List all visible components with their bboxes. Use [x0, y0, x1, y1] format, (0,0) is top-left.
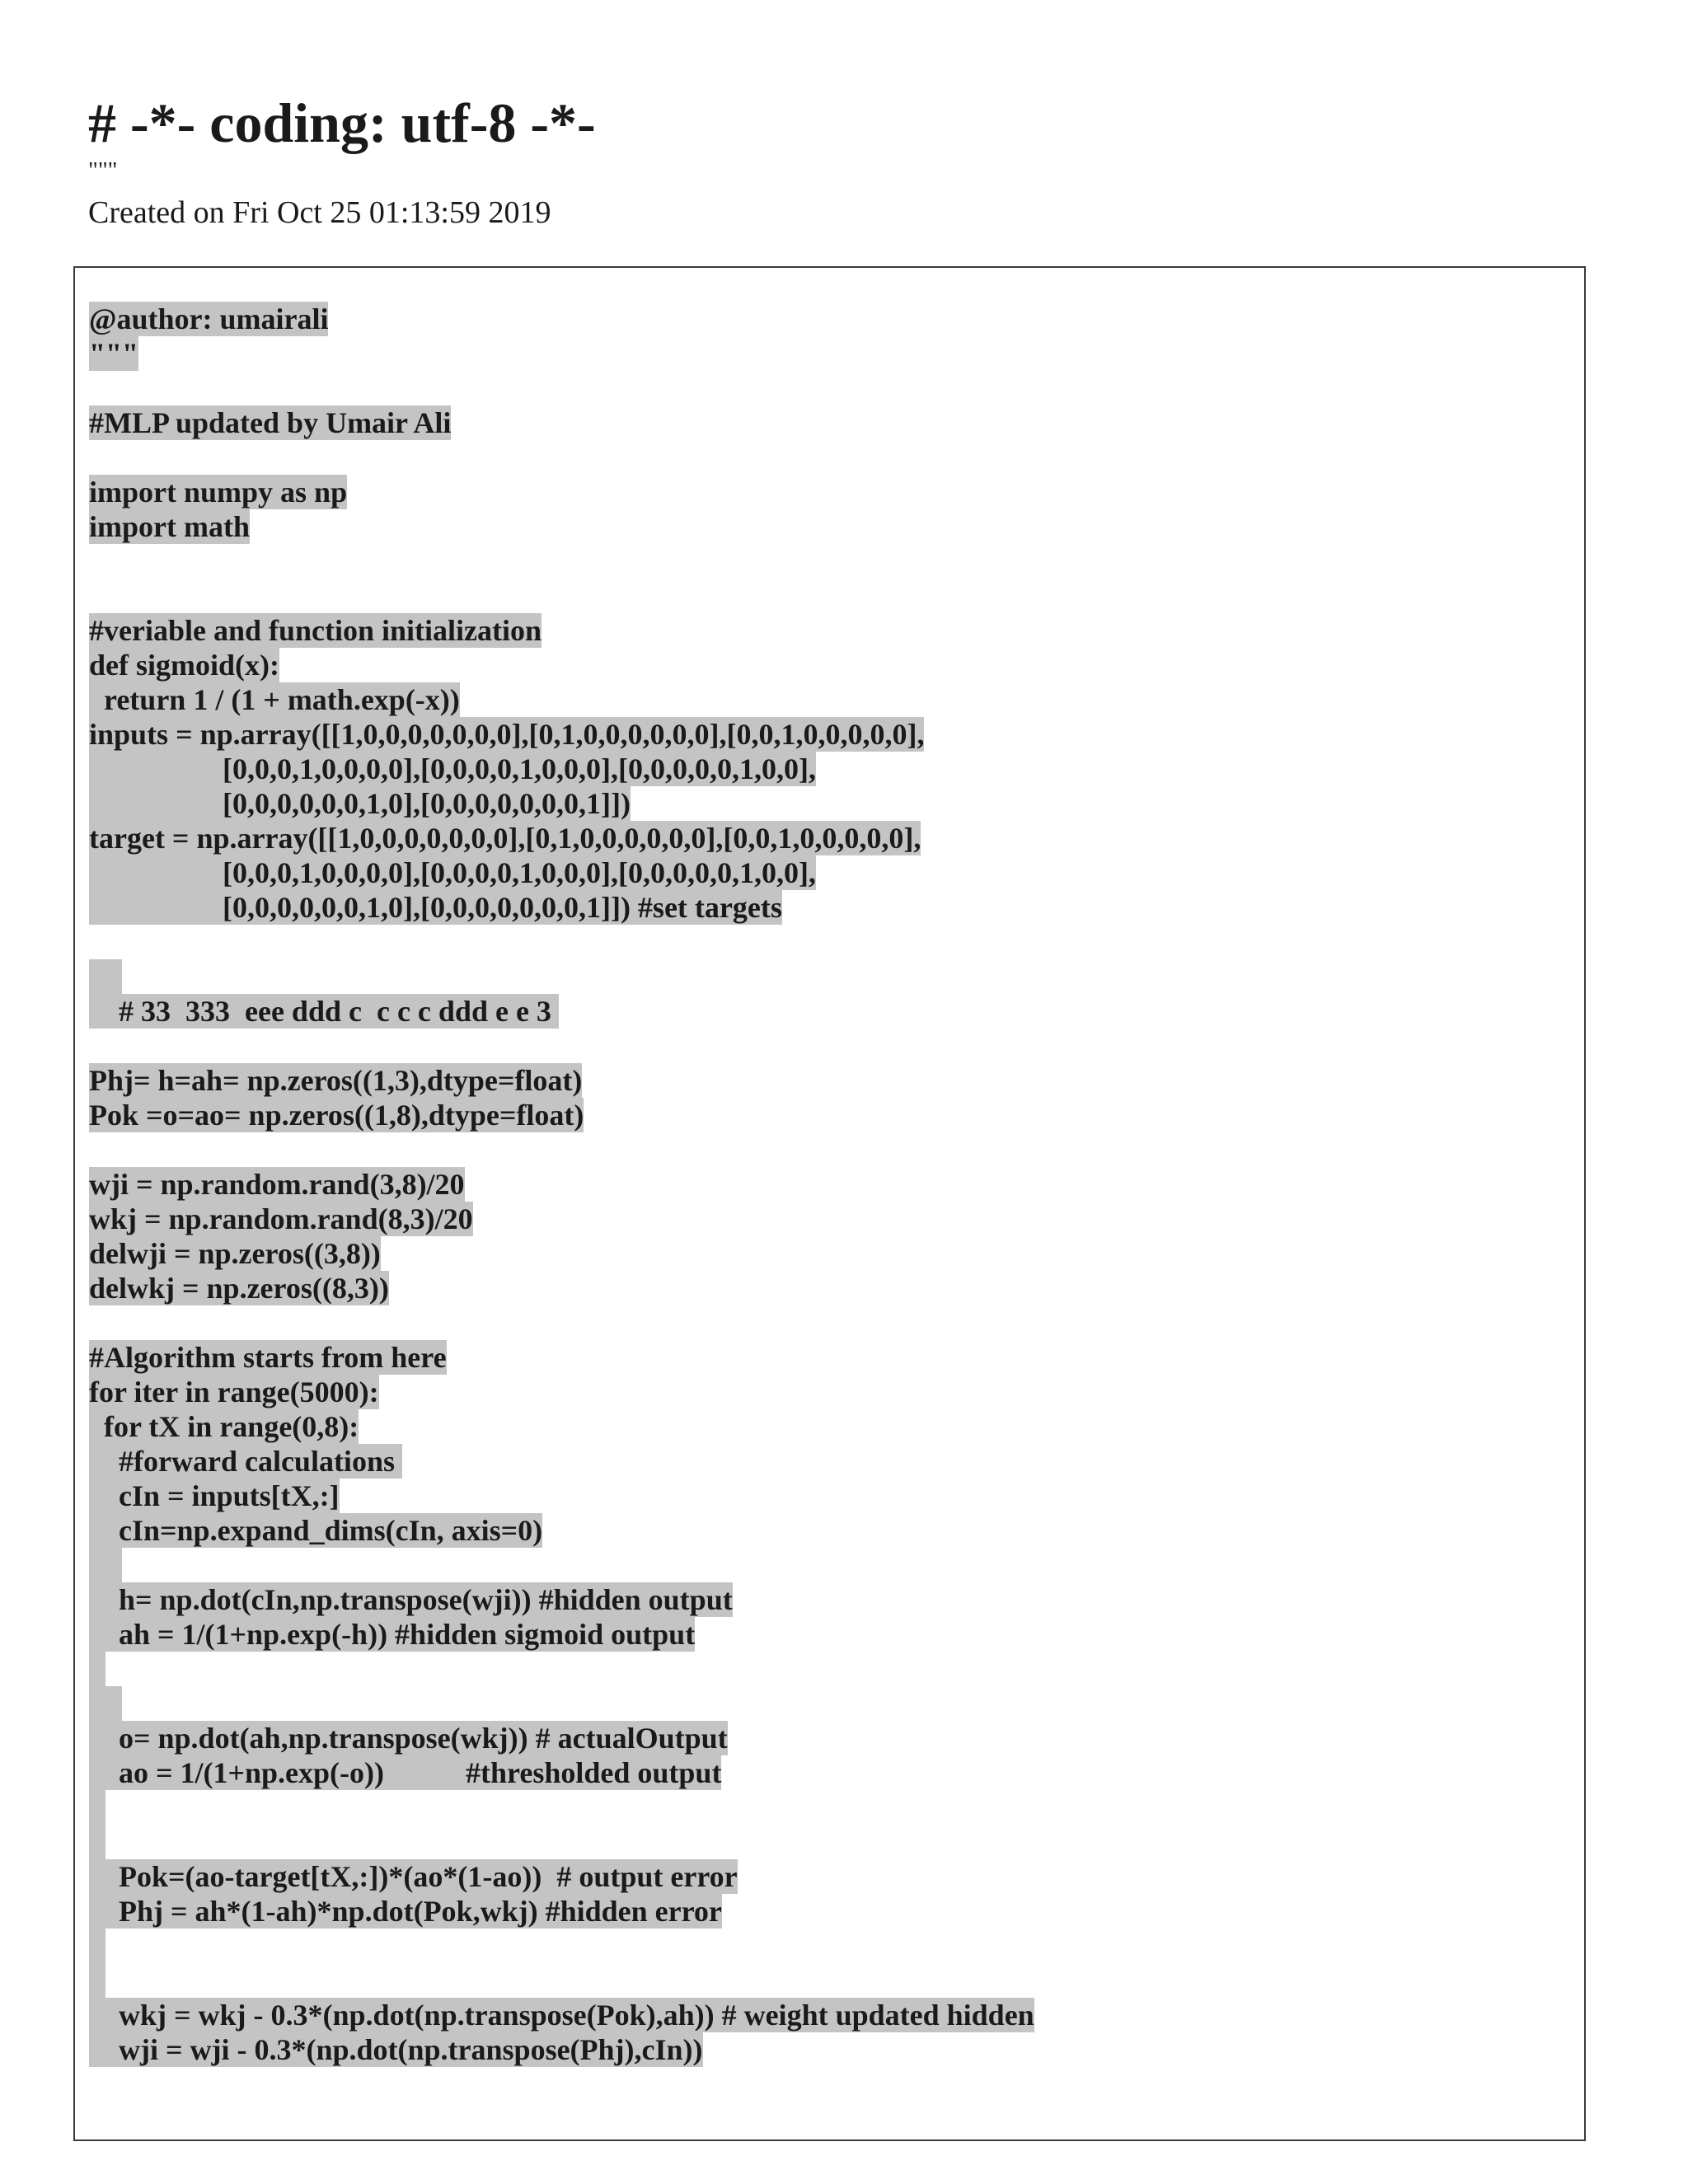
- code-line: [89, 682, 1034, 717]
- code-block: [73, 266, 1586, 2141]
- code-line: [89, 475, 1034, 509]
- code-line-text: wkj = wkj - 0.3*(np.dot(np.transpose(Pok),ah)) # weight updated hidden: [89, 1999, 1034, 2032]
- code-line-text: Pok =o=ao= np.zeros((1,8),dtype=float): [89, 1099, 584, 1132]
- code-line-text: o= np.dot(ah,np.transpose(wkj)) # actualOutput: [89, 1722, 728, 1755]
- highlight-block: [89, 959, 122, 994]
- code-line: [89, 959, 1034, 994]
- code-line: [89, 1929, 1034, 1963]
- code-line-text: inputs = np.array([[1,0,0,0,0,0,0,0],[0,1,0,0,0,0,0,0],[0,0,1,0,0,0,0,0],: [89, 718, 925, 751]
- code-line: [89, 1617, 1034, 1652]
- code-line: [89, 1063, 1034, 1098]
- code-line-text: [0,0,0,1,0,0,0,0],[0,0,0,0,1,0,0,0],[0,0,0,0,0,1,0,0],: [89, 856, 816, 889]
- code-line-text: for iter in range(5000):: [89, 1376, 379, 1408]
- code-line-text: def sigmoid(x):: [89, 649, 279, 682]
- code-line: [89, 1582, 1034, 1617]
- code-line: [89, 1686, 1034, 1721]
- code-line: [89, 1236, 1034, 1271]
- code-line: [89, 1548, 1034, 1582]
- code-line: [89, 855, 1034, 890]
- highlight-block: [89, 1686, 122, 1721]
- code-line-text: @author: umairali: [89, 302, 329, 335]
- code-line: [89, 1202, 1034, 1236]
- highlight-block: [89, 1963, 106, 1998]
- page-title: # -*- coding: utf-8 -*-: [88, 91, 596, 154]
- code-line: [89, 1305, 1034, 1340]
- code-line-text: #forward calculations: [89, 1445, 402, 1478]
- code-line: [89, 1825, 1034, 1859]
- code-line-text: delwji = np.zeros((3,8)): [89, 1237, 381, 1270]
- highlight-block: [89, 1790, 106, 1825]
- code-line-text: import math: [89, 510, 250, 543]
- code-line-text: return 1 / (1 + math.exp(-x)): [89, 683, 460, 716]
- code-line: [89, 648, 1034, 682]
- code-line: [89, 994, 1034, 1029]
- code-line-text: wji = wji - 0.3*(np.dot(np.transpose(Phj),cIn)): [89, 2033, 703, 2066]
- code-line-text: #Algorithm starts from here: [89, 1341, 447, 1374]
- code-line: [89, 302, 1034, 336]
- code-line: [89, 717, 1034, 752]
- code-line: [89, 1444, 1034, 1479]
- code-line: [89, 1513, 1034, 1548]
- code-line: [89, 786, 1034, 821]
- code-line: [89, 579, 1034, 613]
- code-line: [89, 1963, 1034, 1998]
- code-line: [89, 1132, 1034, 1167]
- code-line: [89, 1859, 1034, 1894]
- code-line: [89, 925, 1034, 959]
- code-line: [89, 1755, 1034, 1790]
- code-lines: [89, 302, 1034, 2067]
- code-line: [89, 1167, 1034, 1202]
- code-line: [89, 336, 1034, 371]
- code-line: [89, 1479, 1034, 1513]
- highlight-block: [89, 1825, 106, 1859]
- code-line-text: wkj = np.random.rand(8,3)/20: [89, 1202, 473, 1235]
- code-line-text: Pok=(ao-target[tX,:])*(ao*(1-ao)) # output error: [89, 1860, 738, 1893]
- code-line-text: Phj = ah*(1-ah)*np.dot(Pok,wkj) #hidden error: [89, 1895, 722, 1928]
- code-line: [89, 1894, 1034, 1929]
- highlight-block: [89, 1548, 122, 1582]
- code-line-text: #MLP updated by Umair Ali: [89, 406, 452, 439]
- code-line-text: [0,0,0,0,0,0,1,0],[0,0,0,0,0,0,0,1]]) #set targets: [89, 891, 782, 924]
- code-line-text: import numpy as np: [89, 476, 348, 509]
- created-date-line: Created on Fri Oct 25 01:13:59 2019: [88, 195, 551, 230]
- code-line: [89, 1340, 1034, 1375]
- code-line-text: target = np.array([[1,0,0,0,0,0,0,0],[0,1,0,0,0,0,0,0],[0,0,1,0,0,0,0,0],: [89, 822, 921, 855]
- code-line-text: #veriable and function initialization: [89, 614, 542, 647]
- code-line: [89, 1652, 1034, 1686]
- highlight-block: [89, 1652, 106, 1686]
- code-line: [89, 1409, 1034, 1444]
- code-line: [89, 1271, 1034, 1305]
- code-line: [89, 440, 1034, 475]
- code-line: [89, 890, 1034, 925]
- code-line: [89, 509, 1034, 544]
- code-line-text: """: [89, 337, 138, 370]
- code-line: [89, 752, 1034, 786]
- code-line-text: ao = 1/(1+np.exp(-o)) #thresholded output: [89, 1756, 722, 1789]
- code-line: [89, 1790, 1034, 1825]
- code-line: [89, 1375, 1034, 1409]
- code-line-text: # 33 333 eee ddd c c c c ddd e e 3: [89, 995, 559, 1028]
- code-line: [89, 371, 1034, 405]
- code-line: [89, 1721, 1034, 1755]
- code-line-text: delwkj = np.zeros((8,3)): [89, 1272, 389, 1305]
- code-line-text: [0,0,0,0,0,0,1,0],[0,0,0,0,0,0,0,1]]): [89, 787, 631, 820]
- code-line: [89, 821, 1034, 855]
- code-line: [89, 405, 1034, 440]
- code-line: [89, 544, 1034, 579]
- code-line: [89, 2032, 1034, 2067]
- code-line-text: Phj= h=ah= np.zeros((1,3),dtype=float): [89, 1064, 583, 1097]
- highlight-block: [89, 1929, 106, 1963]
- docstring-open: """: [88, 157, 118, 184]
- code-line-text: wji = np.random.rand(3,8)/20: [89, 1168, 465, 1201]
- code-line: [89, 1998, 1034, 2032]
- code-line-text: ah = 1/(1+np.exp(-h)) #hidden sigmoid output: [89, 1618, 696, 1651]
- code-line: [89, 1029, 1034, 1063]
- code-line-text: for tX in range(0,8):: [89, 1410, 359, 1443]
- code-line-text: cIn=np.expand_dims(cIn, axis=0): [89, 1514, 543, 1547]
- code-line: [89, 613, 1034, 648]
- code-line-text: cIn = inputs[tX,:]: [89, 1479, 340, 1512]
- code-line-text: h= np.dot(cIn,np.transpose(wji)) #hidden output: [89, 1583, 733, 1616]
- code-line: [89, 1098, 1034, 1132]
- code-line-text: [0,0,0,1,0,0,0,0],[0,0,0,0,1,0,0,0],[0,0,0,0,0,1,0,0],: [89, 752, 816, 785]
